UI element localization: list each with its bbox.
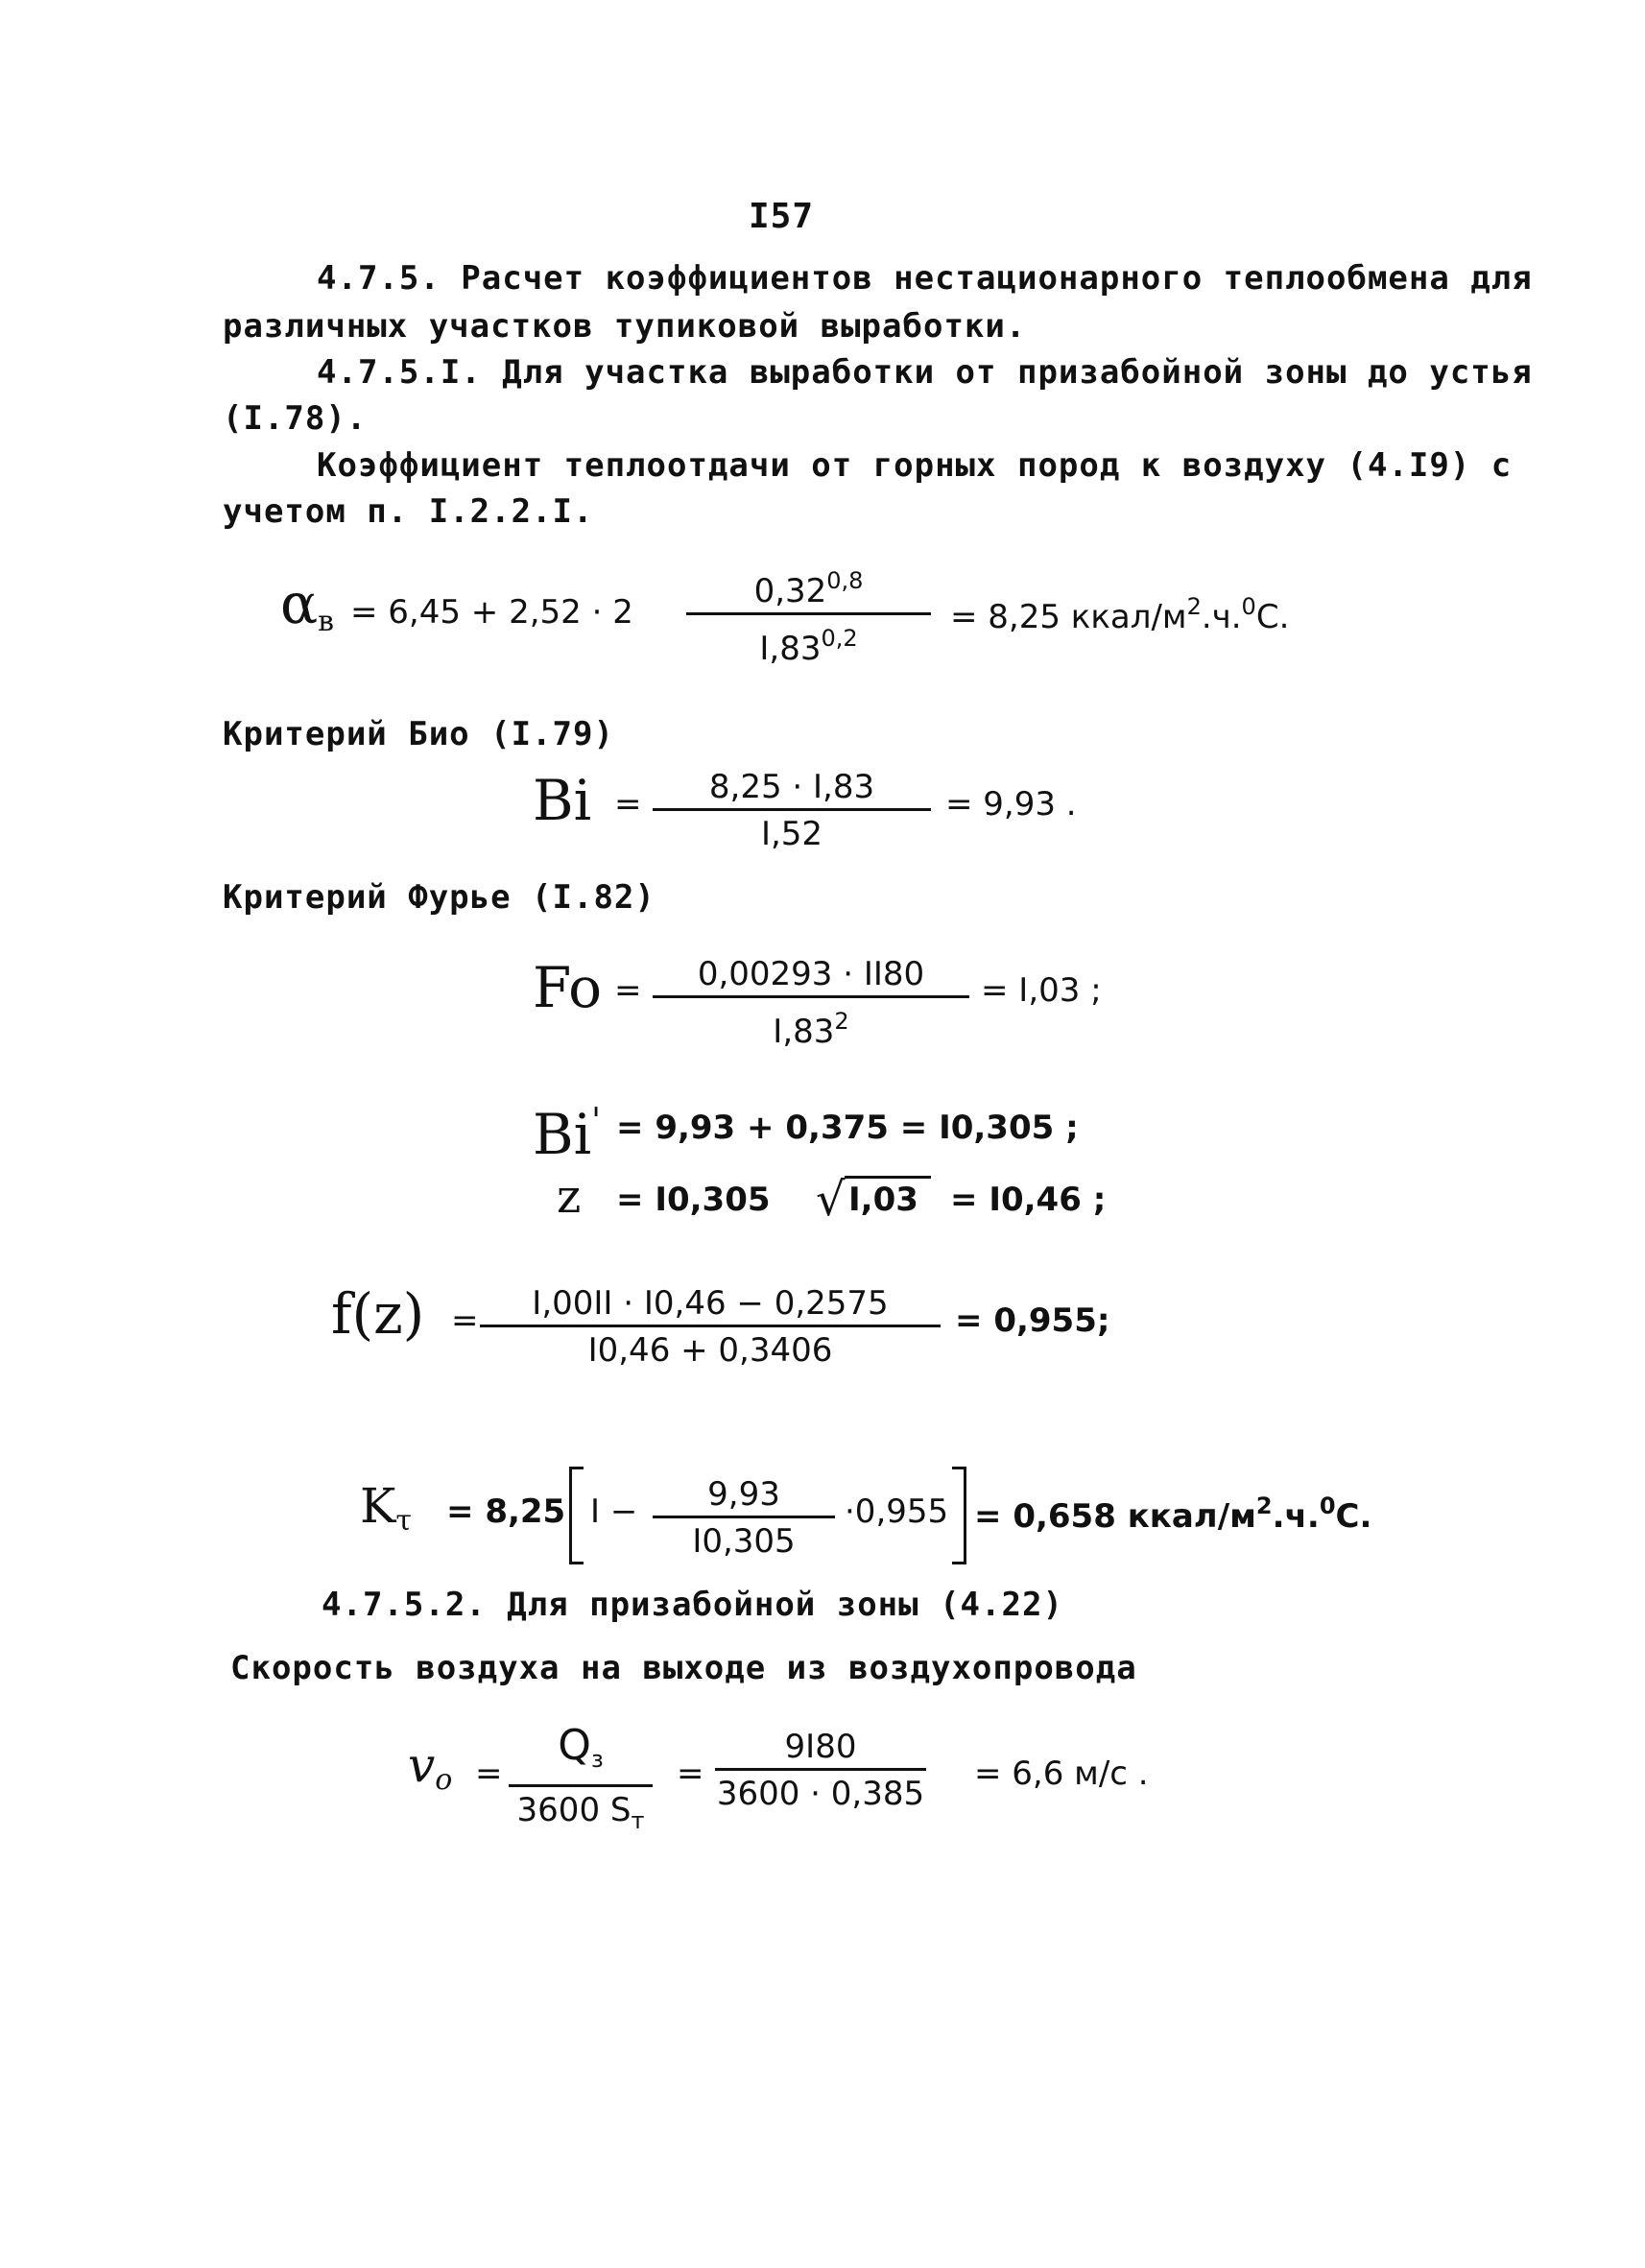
kt-result-exp: 2	[1255, 1492, 1273, 1519]
alpha-denominator: I,83	[759, 630, 822, 668]
v-lhs: v	[408, 1737, 436, 1793]
fo-lhs: Fo	[533, 955, 602, 1020]
kt-result-degree: 0	[1319, 1492, 1336, 1519]
paragraph-line1: Коэффициент теплоотдачи от горных пород к воздуху (4.I9) с	[317, 446, 1513, 485]
section-heading-line1: 4.7.5. Расчет коэффициентов нестационарного теплообмена для	[317, 259, 1533, 298]
kt-fraction	[653, 1475, 835, 1561]
fo-denominator: I,83	[773, 1013, 835, 1051]
v-fraction-2-bar	[715, 1768, 926, 1771]
v-equals-2: =	[677, 1755, 704, 1793]
alpha-symbol: α	[280, 571, 319, 636]
v-numerator-1: Q	[558, 1721, 591, 1770]
bi-lhs: Bi	[533, 768, 592, 833]
subsection-heading-line2: (I.78).	[223, 399, 368, 438]
alpha-fraction-bar	[686, 612, 931, 615]
fourier-label: Критерий Фурье (I.82)	[223, 878, 656, 917]
kt-result-tail: .ч.	[1272, 1497, 1320, 1536]
kt-multiplier: ·0,955	[845, 1492, 949, 1531]
fo-fraction-bar	[653, 995, 969, 998]
biot-label: Критерий Био (I.79)	[223, 715, 614, 753]
bi-denominator: I,52	[760, 815, 823, 853]
v-denominator-2: 3600 · 0,385	[716, 1775, 925, 1813]
v-subscript: o	[435, 1763, 453, 1797]
v-numerator-1-sub: з	[590, 1746, 604, 1773]
v-result: = 6,6 м/с .	[974, 1755, 1149, 1793]
page-number: I57	[749, 197, 815, 236]
fo-equals: =	[614, 971, 642, 1010]
section-heading-line2: различных участков тупиковой выработки.	[223, 307, 1027, 346]
bi-prime-rhs: = 9,93 + 0,375 = I0,305 ;	[616, 1109, 1079, 1147]
kt-fraction-bar	[653, 1516, 835, 1518]
fo-numerator: 0,00293 · II80	[697, 955, 925, 993]
air-speed-label: Скорость воздуха на выходе из воздухопровода	[230, 1649, 1137, 1687]
v-fraction-1	[509, 1723, 653, 1840]
alpha-subscript: в	[318, 605, 335, 638]
v-fraction-2	[715, 1728, 926, 1813]
alpha-denominator-exp: 0,2	[821, 625, 858, 652]
v-fraction-1-bar	[509, 1784, 653, 1787]
fo-result: = I,03 ;	[981, 971, 1102, 1010]
kt-coefficient: = 8,25	[446, 1492, 566, 1531]
sqrt-sign: √	[816, 1173, 846, 1227]
kt-subscript: τ	[395, 1504, 412, 1538]
alpha-terms: = 6,45 + 2,52 · 2	[350, 593, 633, 632]
fz-result: = 0,955;	[955, 1301, 1110, 1340]
z-lhs: z	[557, 1170, 582, 1224]
v-equals-1: =	[475, 1755, 503, 1793]
sqrt-overline	[845, 1176, 931, 1179]
paragraph-line2: учетом п. I.2.2.I.	[223, 492, 594, 531]
bi-prime-mark: '	[591, 1102, 602, 1141]
subsection-heading-2: 4.7.5.2. Для призабойной зоны (4.22)	[322, 1586, 1063, 1624]
bi-result: = 9,93 .	[945, 785, 1077, 824]
kt-result: = 0,658 ккал/м	[974, 1497, 1256, 1536]
v-numerator-2: 9I80	[784, 1728, 857, 1766]
alpha-fraction	[686, 561, 931, 668]
bi-numerator: 8,25 · I,83	[708, 768, 875, 806]
alpha-result-tail: .ч.	[1201, 598, 1242, 636]
v-denominator-1: 3600 S	[516, 1791, 632, 1829]
alpha-numerator-exp: 0,8	[826, 567, 864, 594]
fz-fraction	[480, 1284, 941, 1370]
bi-fraction	[653, 768, 931, 853]
fz-fraction-bar	[480, 1325, 941, 1327]
bi-fraction-bar	[653, 808, 931, 811]
kt-result-unit: С.	[1335, 1497, 1372, 1536]
alpha-result: = 8,25 ккал/м	[950, 598, 1187, 636]
alpha-numerator: 0,32	[753, 572, 827, 610]
kt-denominator: I0,305	[692, 1522, 796, 1561]
z-radicand: I,03	[848, 1181, 918, 1219]
alpha-result-exp: 2	[1186, 593, 1202, 620]
left-bracket	[569, 1467, 584, 1564]
z-equals: = I0,305	[616, 1181, 771, 1219]
alpha-result-degree: 0	[1241, 593, 1256, 620]
subsection-heading-line1: 4.7.5.I. Для участка выработки от призабойной зоны до устья	[317, 353, 1533, 392]
fz-lhs: f(z)	[331, 1281, 425, 1347]
fo-denominator-exp: 2	[834, 1008, 849, 1035]
kt-one-minus: I −	[590, 1492, 638, 1531]
fz-equals: =	[451, 1301, 479, 1340]
bi-prime-lhs: Bi	[533, 1102, 592, 1167]
z-result: = I0,46 ;	[950, 1181, 1107, 1219]
kt-numerator: 9,93	[707, 1475, 780, 1514]
alpha-result-unit: С.	[1255, 598, 1290, 636]
fz-numerator: I,00II · I0,46 − 0,2575	[532, 1284, 889, 1323]
fo-fraction	[653, 955, 969, 1051]
right-bracket	[952, 1467, 966, 1564]
v-denominator-1-sub: т	[631, 1807, 645, 1834]
kt-lhs: K	[360, 1478, 396, 1534]
fz-denominator: I0,46 + 0,3406	[587, 1331, 833, 1370]
bi-equals: =	[614, 785, 642, 824]
